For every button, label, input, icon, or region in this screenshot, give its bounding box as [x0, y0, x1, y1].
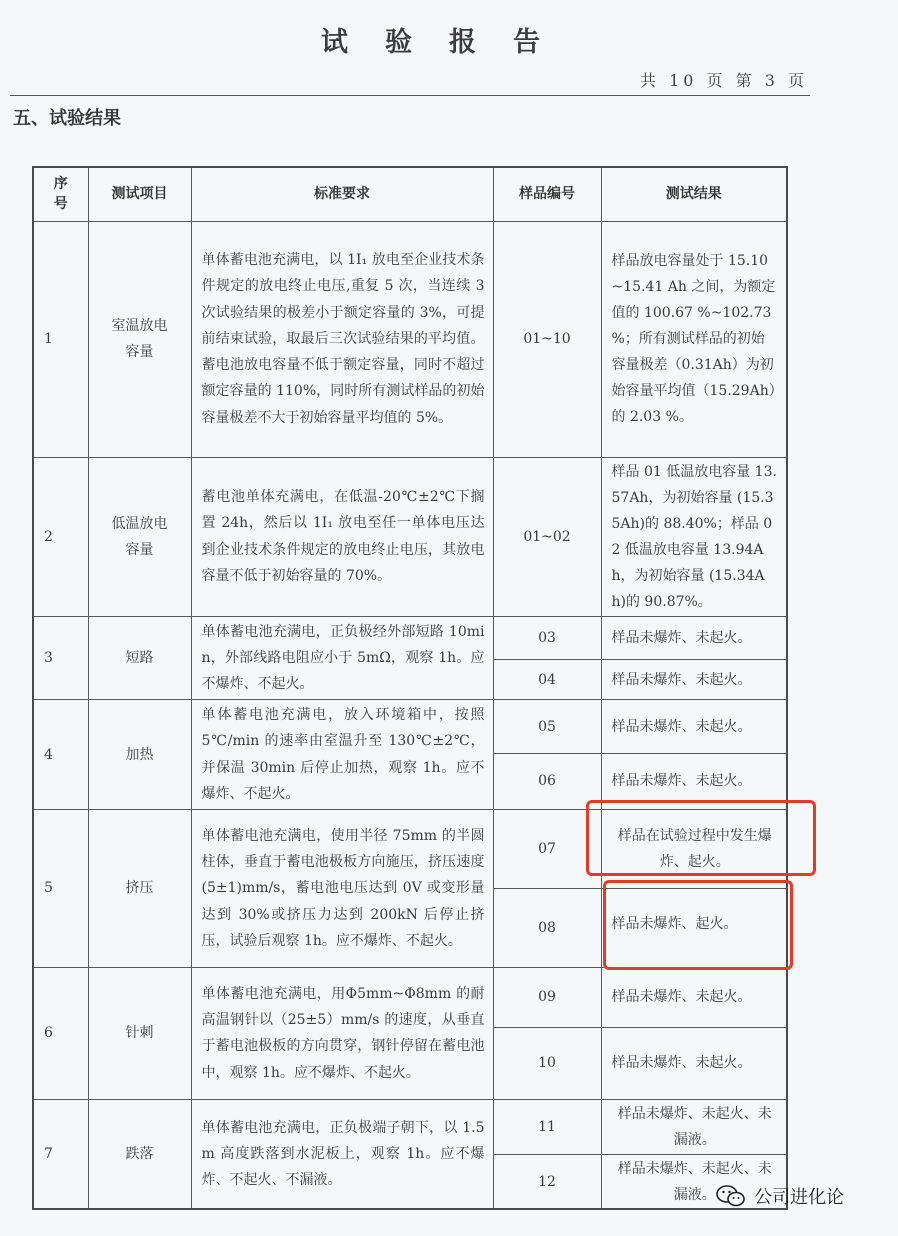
requirement-text: 单体蓄电池充满电，放入环境箱中，按照 5℃/min 的速率由室温升至 130℃±2℃，并保温 30min 后停止加热，观察 1h。应不爆炸、不起火。 [191, 700, 493, 810]
test-result: 样品未爆炸、未起火。 [601, 753, 787, 809]
test-result: 样品未爆炸、未起火。 [601, 659, 787, 699]
table-header-row [33, 167, 787, 221]
requirement-text: 单体蓄电池充满电，正负极端子朝下，以 1.5m 高度跌落到水泥板上，观察 1h。应不爆炸、不起火、不漏液。 [191, 1099, 493, 1209]
header-divider [10, 95, 810, 96]
test-result: 样品放电容量处于 15.10~15.41 Ah 之间，为额定值的 100.67 %~102.73 %；所有测试样品的初始容量极差（0.31Ah）为初始容量平均值（15.29Ah）的 2.03 %。 [601, 221, 787, 457]
report-title: 试验报告 [321, 27, 577, 58]
test-result: 样品未爆炸、未起火。 [601, 1027, 787, 1099]
test-item: 针刺 [88, 967, 191, 1099]
test-item: 跌落 [88, 1099, 191, 1209]
header-no: 序号 [33, 167, 88, 221]
sample-id: 07 [493, 809, 601, 888]
sample-id: 05 [493, 700, 601, 754]
sample-id: 09 [493, 967, 601, 1027]
sample-id: 12 [493, 1154, 601, 1209]
highlight-box-sample-07 [586, 800, 816, 876]
row-number: 2 [33, 457, 88, 616]
sample-id: 08 [493, 888, 601, 967]
watermark [716, 1183, 844, 1209]
section-title: 五、试验结果 [13, 108, 121, 129]
test-result: 样品未爆炸、起火。 [601, 888, 787, 967]
row-number: 3 [33, 616, 88, 700]
test-item: 低温放电容量 [88, 457, 191, 616]
header-sample-id: 样品编号 [493, 167, 601, 221]
watermark-text: 公司进化论 [754, 1187, 844, 1208]
row-number: 4 [33, 700, 88, 810]
test-item: 挤压 [88, 809, 191, 967]
requirement-text: 单体蓄电池充满电，以 1I₁ 放电至企业技术条件规定的放电终止电压,重复 5 次，当连续 3 次试验结果的极差小于额定容量的 3%，可提前结束试验，取最后三次试验结果的平均值。蓄电池放电容量不低于额定容量，同时不超过额定容量的 110%，同时所有测试样品的初始容量极差不大于初始容量平均值的 5%。 [191, 221, 493, 457]
wechat-icon [716, 1184, 746, 1208]
sample-id: 01~02 [493, 457, 601, 616]
sample-id: 11 [493, 1099, 601, 1154]
requirement-text: 单体蓄电池充满电，用Φ5mm~Φ8mm 的耐高温钢针以（25±5）mm/s 的速度，从垂直于蓄电池极板的方向贯穿，钢针停留在蓄电池中，观察 1h。应不爆炸、不起火。 [191, 967, 493, 1099]
sample-id: 03 [493, 616, 601, 659]
table-row [33, 616, 787, 659]
table-row [33, 221, 787, 457]
test-item: 室温放电容量 [88, 221, 191, 457]
test-result: 样品未爆炸、未起火、未漏液。 [601, 1154, 787, 1209]
test-result: 样品未爆炸、未起火、未漏液。 [601, 1099, 787, 1154]
highlight-box-sample-08 [603, 880, 793, 970]
sample-id: 04 [493, 659, 601, 699]
test-result: 样品未爆炸、未起火。 [601, 700, 787, 754]
test-result: 样品未爆炸、未起火。 [601, 967, 787, 1027]
requirement-text: 蓄电池单体充满电，在低温-20℃±2℃下搁置 24h，然后以 1I₁ 放电至任一单体电压达到企业技术条件规定的放电终止电压，其放电容量不低于初始容量的 70%。 [191, 457, 493, 616]
sample-id: 01~10 [493, 221, 601, 457]
requirement-text: 单体蓄电池充满电，使用半径 75mm 的半圆柱体，垂直于蓄电池极板方向施压，挤压速度(5±1)mm/s，蓄电池电压达到 0V 或变形量达到 30%或挤压力达到 200kN 后停止挤压，试验后观察 1h。应不爆炸、不起火。 [191, 809, 493, 967]
test-result: 样品在试验过程中发生爆炸、起火。 [601, 809, 787, 888]
row-number: 7 [33, 1099, 88, 1209]
requirement-text: 单体蓄电池充满电，正负极经外部短路 10min，外部线路电阻应小于 5mΩ，观察 1h。应不爆炸、不起火。 [191, 616, 493, 700]
table-row [33, 457, 787, 616]
test-result: 样品 01 低温放电容量 13.57Ah，为初始容量 (15.35Ah)的 88.40%；样品 02 低温放电容量 13.94Ah，为初始容量 (15.34Ah)的 90.87%。 [601, 457, 787, 616]
test-item: 短路 [88, 616, 191, 700]
table-row [33, 700, 787, 754]
header-item: 测试项目 [88, 167, 191, 221]
row-number: 6 [33, 967, 88, 1099]
header-result: 测试结果 [601, 167, 787, 221]
page-counter: 共 10 页 第 3 页 [640, 71, 808, 90]
row-number: 5 [33, 809, 88, 967]
header-requirement: 标准要求 [191, 167, 493, 221]
table-row [33, 967, 787, 1027]
row-number: 1 [33, 221, 88, 457]
test-result: 样品未爆炸、未起火。 [601, 616, 787, 659]
sample-id: 10 [493, 1027, 601, 1099]
sample-id: 06 [493, 753, 601, 809]
table-row [33, 1099, 787, 1154]
test-item: 加热 [88, 700, 191, 810]
results-table [32, 166, 788, 1210]
